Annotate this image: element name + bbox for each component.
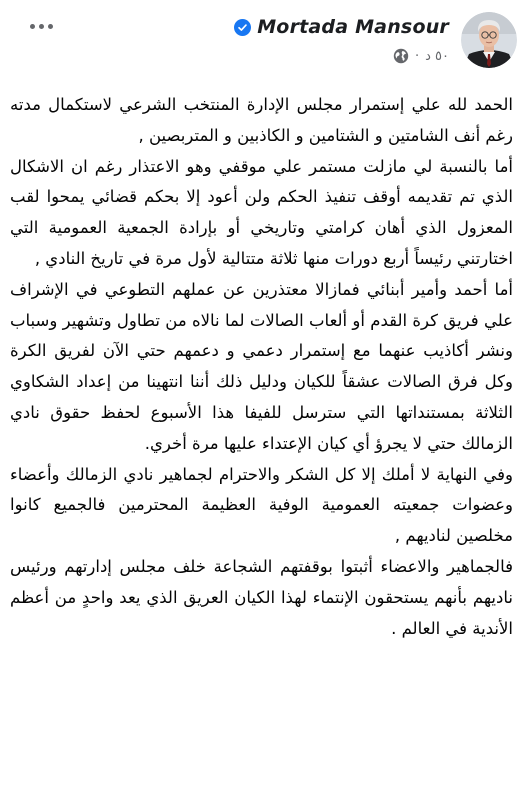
author-name[interactable]: Mortada Mansour bbox=[257, 16, 449, 38]
verified-badge-icon bbox=[234, 19, 251, 36]
post-paragraph: أما بالنسبة لي مازلت مستمر علي موقفي وهو الاعتذار رغم ان الاشكال الذي تم تقديمه أوقف تنفيذ الحكم ولن أعود إلا بحكم قضائي يمحوا لقب المعزول الذي أهان كرامتي وتاريخي أو بإرادة الجمعية العمومية التي اختارتني رئيساً أربع دورات منها ثلاثة متتالية لأول مرة في تاريخ النادي , bbox=[10, 156, 513, 268]
profile-photo bbox=[461, 12, 517, 68]
post-paragraph: فالجماهير والاعضاء أثبتوا بوقفتهم الشجاعة خلف مجلس إدارتهم ورئيس ناديهم بأنهم يستحقون الإنتماء لهذا الكيان العريق الذي يعد واحدٍ من أعظم الأندية في العالم . bbox=[10, 556, 513, 638]
author-row bbox=[234, 16, 449, 38]
globe-icon[interactable] bbox=[393, 48, 409, 64]
more-options-icon bbox=[30, 24, 35, 29]
avatar[interactable] bbox=[461, 12, 517, 68]
post-paragraph: وفي النهاية لا أملك إلا كل الشكر والاحترام لجماهير نادي الزمالك وأعضاء وعضوات جمعيته العمومية الوفية العظيمة المحترمين فالجميع كانوا مخلصين لناديهم , bbox=[10, 464, 513, 546]
more-options-button[interactable] bbox=[26, 16, 56, 36]
post-timestamp[interactable]: ٥٠ د bbox=[425, 48, 449, 64]
post-meta bbox=[393, 48, 449, 64]
post-paragraph: الحمد لله علي إستمرار مجلس الإدارة المنتخب الشرعي لاستكمال مدته رغم أنف الشامتين و الشتامين و الكاذبين و المتربصين , bbox=[10, 95, 513, 145]
post-text bbox=[10, 90, 513, 644]
post-paragraph: أما أحمد وأمير أبنائي فمازالا معتذرين عن عملهم التطوعي في الإشراف علي فريق كرة القدم أو ألعاب الصالات لما نالاه من تطاول وتشهير وسباب ونشر أكاذيب عنهما مع إستمرار دعمي و دعمهم حتي الآن لفريق الكرة وكل فرق الصالات عشقاً للكيان ودليل ذلك أننا انتهينا من إعداد الشكاوي الثلاثة بمستنداتها التي سترسل للفيفا هذا الأسبوع لحفظ حقوق نادي الزمالك حتي لا يجرؤ أي كيان الإعتداء عليها مرة أخري. bbox=[10, 279, 513, 453]
meta-separator: · bbox=[414, 48, 420, 64]
